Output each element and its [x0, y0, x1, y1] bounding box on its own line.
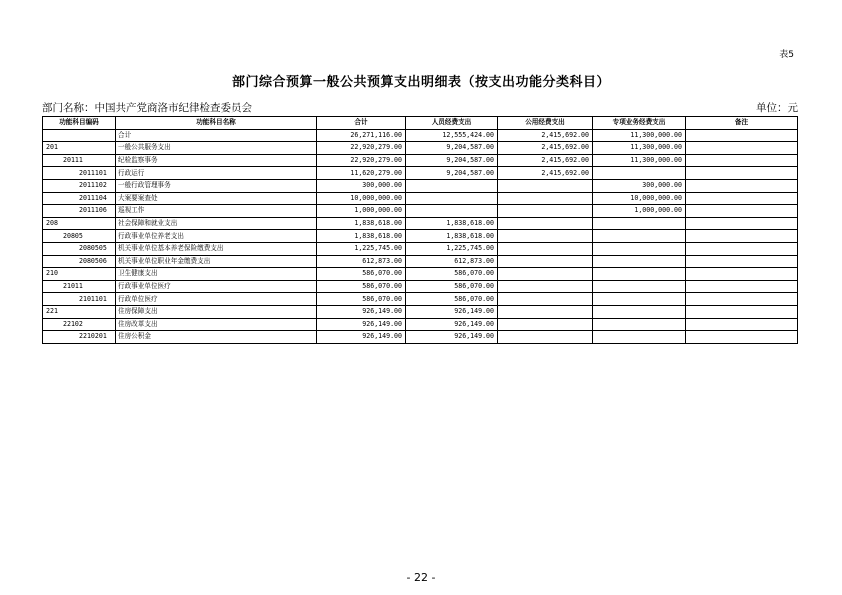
cell-public	[498, 280, 593, 293]
cell-name: 住房公积金	[116, 331, 317, 344]
cell-remark	[686, 179, 798, 192]
cell-personnel: 9,204,587.00	[406, 154, 498, 167]
cell-remark	[686, 205, 798, 218]
cell-total: 612,873.00	[317, 255, 406, 268]
cell-personnel	[406, 192, 498, 205]
cell-total: 11,620,279.00	[317, 167, 406, 180]
cell-personnel: 586,070.00	[406, 293, 498, 306]
table-row	[43, 318, 798, 331]
cell-personnel: 12,555,424.00	[406, 129, 498, 142]
cell-public: 2,415,692.00	[498, 142, 593, 155]
cell-name: 机关事业单位基本养老保险缴费支出	[116, 242, 317, 255]
cell-public	[498, 293, 593, 306]
table-header-row	[43, 117, 798, 130]
cell-special	[593, 280, 686, 293]
cell-code: 201	[43, 142, 116, 155]
cell-special: 10,000,000.00	[593, 192, 686, 205]
unit-label: 单位：元	[756, 102, 798, 114]
table-row	[43, 142, 798, 155]
cell-code	[43, 129, 116, 142]
cell-total: 926,149.00	[317, 318, 406, 331]
cell-special	[593, 255, 686, 268]
cell-total: 1,838,618.00	[317, 217, 406, 230]
cell-special: 11,300,000.00	[593, 154, 686, 167]
cell-name: 一般公共服务支出	[116, 142, 317, 155]
table-row	[43, 179, 798, 192]
cell-name: 纪检监察事务	[116, 154, 317, 167]
cell-special: 11,300,000.00	[593, 129, 686, 142]
cell-code: 20111	[43, 154, 116, 167]
cell-name: 卫生健康支出	[116, 268, 317, 281]
cell-personnel: 586,070.00	[406, 280, 498, 293]
cell-name: 大案要案查处	[116, 192, 317, 205]
cell-total: 22,920,279.00	[317, 142, 406, 155]
cell-code: 221	[43, 305, 116, 318]
cell-personnel: 926,149.00	[406, 318, 498, 331]
table-row	[43, 280, 798, 293]
cell-name: 社会保障和就业支出	[116, 217, 317, 230]
cell-special: 300,000.00	[593, 179, 686, 192]
cell-name: 行政事业单位医疗	[116, 280, 317, 293]
cell-special	[593, 305, 686, 318]
cell-personnel: 1,225,745.00	[406, 242, 498, 255]
header-total: 合计	[317, 117, 406, 130]
cell-public	[498, 331, 593, 344]
header-public: 公用经费支出	[498, 117, 593, 130]
cell-public	[498, 242, 593, 255]
cell-personnel: 586,070.00	[406, 268, 498, 281]
cell-special	[593, 318, 686, 331]
cell-total: 586,070.00	[317, 293, 406, 306]
cell-remark	[686, 230, 798, 243]
table-row	[43, 293, 798, 306]
cell-public	[498, 318, 593, 331]
cell-remark	[686, 217, 798, 230]
cell-special	[593, 230, 686, 243]
table-row	[43, 205, 798, 218]
cell-public: 2,415,692.00	[498, 129, 593, 142]
cell-public	[498, 192, 593, 205]
cell-public	[498, 179, 593, 192]
cell-special	[593, 331, 686, 344]
table-row	[43, 268, 798, 281]
header-personnel: 人员经费支出	[406, 117, 498, 130]
cell-code: 2011106	[43, 205, 116, 218]
cell-name: 住房改革支出	[116, 318, 317, 331]
table-row	[43, 154, 798, 167]
cell-code: 2210201	[43, 331, 116, 344]
cell-code: 2011104	[43, 192, 116, 205]
cell-code: 22102	[43, 318, 116, 331]
cell-remark	[686, 318, 798, 331]
cell-total: 10,000,000.00	[317, 192, 406, 205]
cell-personnel	[406, 205, 498, 218]
cell-name: 行政单位医疗	[116, 293, 317, 306]
cell-total: 586,070.00	[317, 268, 406, 281]
expenditure-table	[42, 116, 798, 344]
cell-remark	[686, 192, 798, 205]
cell-name: 行政运行	[116, 167, 317, 180]
table-row	[43, 230, 798, 243]
cell-total: 300,000.00	[317, 179, 406, 192]
cell-public	[498, 217, 593, 230]
cell-total: 26,271,116.00	[317, 129, 406, 142]
cell-remark	[686, 129, 798, 142]
page-number: - 22 -	[406, 571, 436, 584]
cell-special	[593, 293, 686, 306]
cell-code: 208	[43, 217, 116, 230]
table-number-label: 表5	[779, 50, 794, 60]
cell-name: 巡视工作	[116, 205, 317, 218]
cell-remark	[686, 154, 798, 167]
cell-personnel: 612,873.00	[406, 255, 498, 268]
cell-special	[593, 268, 686, 281]
cell-total: 926,149.00	[317, 305, 406, 318]
cell-total: 1,000,000.00	[317, 205, 406, 218]
table-row	[43, 331, 798, 344]
header-name: 功能科目名称	[116, 117, 317, 130]
header-special: 专项业务经费支出	[593, 117, 686, 130]
department-name: 部门名称：中国共产党商洛市纪律检查委员会	[42, 102, 252, 114]
cell-special	[593, 242, 686, 255]
cell-total: 926,149.00	[317, 331, 406, 344]
cell-total: 22,920,279.00	[317, 154, 406, 167]
cell-remark	[686, 280, 798, 293]
header-code: 功能科目编码	[43, 117, 116, 130]
cell-name: 机关事业单位职业年金缴费支出	[116, 255, 317, 268]
cell-code: 2011102	[43, 179, 116, 192]
cell-code: 2080506	[43, 255, 116, 268]
cell-personnel: 9,204,587.00	[406, 142, 498, 155]
cell-total: 1,838,618.00	[317, 230, 406, 243]
cell-personnel	[406, 179, 498, 192]
cell-code: 2080505	[43, 242, 116, 255]
cell-special	[593, 167, 686, 180]
cell-special	[593, 217, 686, 230]
cell-remark	[686, 293, 798, 306]
cell-public: 2,415,692.00	[498, 167, 593, 180]
cell-public: 2,415,692.00	[498, 154, 593, 167]
table-row	[43, 192, 798, 205]
cell-name: 一般行政管理事务	[116, 179, 317, 192]
cell-special: 1,000,000.00	[593, 205, 686, 218]
cell-remark	[686, 331, 798, 344]
cell-name: 住房保障支出	[116, 305, 317, 318]
cell-remark	[686, 167, 798, 180]
table-row	[43, 129, 798, 142]
cell-personnel: 1,838,618.00	[406, 230, 498, 243]
table-row	[43, 217, 798, 230]
table-row	[43, 167, 798, 180]
cell-code: 2101101	[43, 293, 116, 306]
cell-remark	[686, 142, 798, 155]
cell-public	[498, 305, 593, 318]
table-body	[43, 129, 798, 343]
cell-code: 21011	[43, 280, 116, 293]
cell-code: 2011101	[43, 167, 116, 180]
cell-personnel: 1,838,618.00	[406, 217, 498, 230]
cell-total: 586,070.00	[317, 280, 406, 293]
cell-name: 行政事业单位养老支出	[116, 230, 317, 243]
cell-personnel: 9,204,587.00	[406, 167, 498, 180]
cell-public	[498, 268, 593, 281]
cell-remark	[686, 268, 798, 281]
header-remark: 备注	[686, 117, 798, 130]
table-row	[43, 255, 798, 268]
table-row	[43, 305, 798, 318]
cell-code: 210	[43, 268, 116, 281]
cell-name: 合计	[116, 129, 317, 142]
cell-public	[498, 255, 593, 268]
cell-public	[498, 230, 593, 243]
cell-total: 1,225,745.00	[317, 242, 406, 255]
cell-remark	[686, 242, 798, 255]
cell-public	[498, 205, 593, 218]
cell-remark	[686, 305, 798, 318]
cell-remark	[686, 255, 798, 268]
cell-personnel: 926,149.00	[406, 305, 498, 318]
cell-personnel: 926,149.00	[406, 331, 498, 344]
cell-special: 11,300,000.00	[593, 142, 686, 155]
table-row	[43, 242, 798, 255]
cell-code: 20805	[43, 230, 116, 243]
page-title: 部门综合预算一般公共预算支出明细表（按支出功能分类科目）	[231, 75, 610, 90]
